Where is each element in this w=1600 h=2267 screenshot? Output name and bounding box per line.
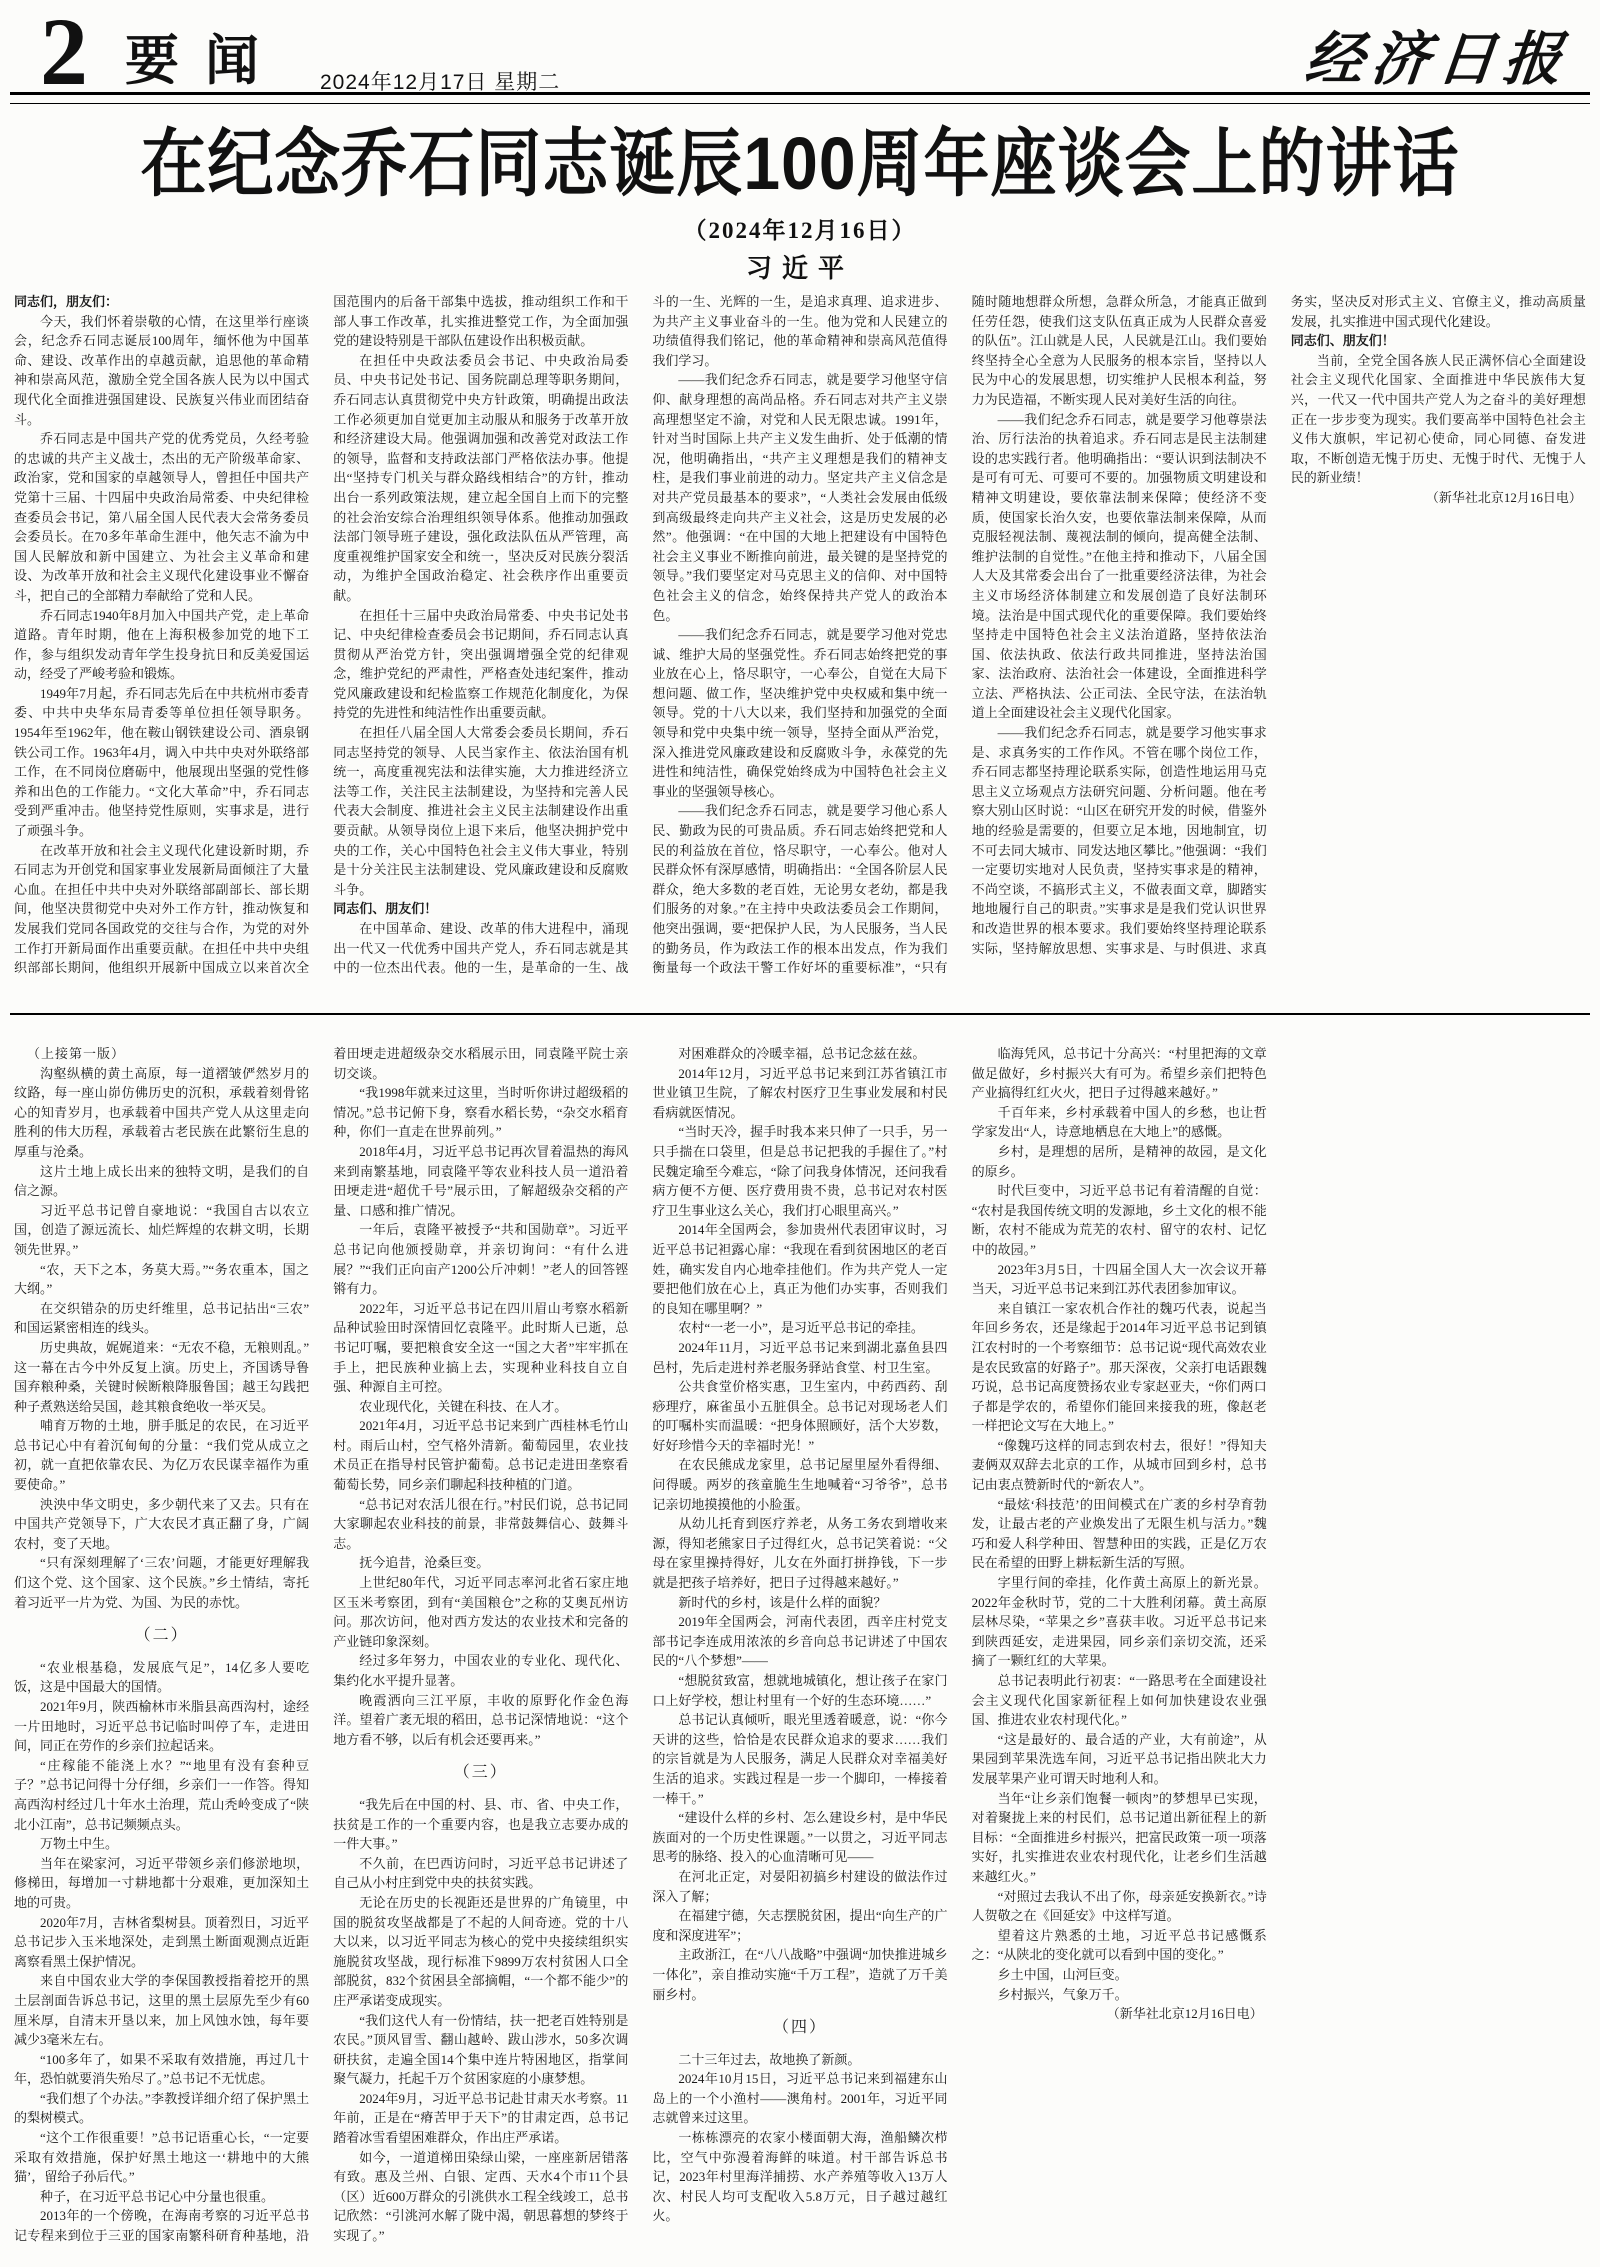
paragraph: “这个工作很重要！”总书记语重心长，“一定要采取有效措施，保护好黑土地这一‘耕地中的大熊猫’，留给子孙后代。”: [14, 2130, 310, 2185]
paragraph: “只有深刻理解了‘三农’问题，才能更好理解我们这个党、这个国家、这个民族。”乡土情结，寄托着习近平一片为党、为国、为民的赤忱。: [14, 1555, 310, 1610]
paragraph: ——我们纪念乔石同志，就是要学习他尊崇法治、厉行法治的执着追求。乔石同志是民主法制建设的忠实践行者。他明确指出：“要认识到法制决不是可有可无、可要可不要的。加强物质文明建设和精神文明建设，要依靠法制来保障；使经济不变质，使国家长治久安，也要依靠法制来保障，从而克服轻视法制、蔑视法制的倾向，提高健全法制、维护法制的自觉性。”在他主持和推动下，八届全国人大及其常委会出台了一批重要经济法律，为社会主义市场经济体制建立和发展创造了良好法制环境。法治是中国式现代化的重要保障。我们要始终坚持走中国特色社会主义法治道路，坚持依法治国、依法执政、依法行政共同推进，坚持法治国家、法治政府、法治社会一体建设，全面推进科学立法、严格执法、公正司法、全民守法，在法治轨道上全面建设社会主义现代化国家。: [971, 411, 1267, 721]
paragraph: 在河北正定，对晏阳初搞乡村建设的做法作过深入了解；: [652, 1868, 948, 1904]
paragraph: 1949年7月起，乔石同志先后在中共杭州市委青委、中共中央华东局青委等单位担任领导职务。1954年至1962年，他在鞍山钢铁建设公司、酒泉钢铁公司工作。1963年4月，调入中共中央对外联络部工作，在不同岗位磨砺中，他展现出坚强的党性修养和出色的工作能力。“文化大革命”中，乔石同志受到严重冲击。他坚持党性原则，实事求是，进行了顽强斗争。: [14, 685, 310, 839]
paragraph: 在担任八届全国人大常委会委员长期间，乔石同志坚持党的领导、人民当家作主、依法治国有机统一，高度重视宪法和法律实施，大力推进经济立法等工作，关注民主法制建设，为坚持和完善人民代表大会制度、推进社会主义民主法制建设作出重要贡献。从领导岗位上退下来后，他坚决拥护党中央的工作，关心中国特色社会主义伟大事业，特别是十分关注民主法制建设、党风廉政建设和反腐败斗争。: [333, 725, 629, 897]
paragraph: 不久前，在巴西访问时，习近平总书记讲述了自己从小村庄到党中央的扶贫实践。: [333, 1855, 629, 1891]
paragraph: “农，天下之本，务莫大焉。”“务农重本，国之大纲。”: [14, 1261, 310, 1297]
paragraph: 字里行间的牵挂，化作黄土高原上的新光景。2022年金秋时节，党的二十大胜利闭幕。黄土高原层林尽染，“苹果之乡”喜获丰收。习近平总书记来到陕西延安，走进果园，同乡亲们亲切交流，还采摘了一颗红红的大苹果。: [971, 1575, 1267, 1669]
paragraph: ——我们纪念乔石同志，就是要学习他心系人民、勤政为民的可贵品质。乔石同志始终把党和人民的利益放在首位，恪尽职守，一心奉公。他对人民群众怀有深厚感情，明确指出：“全国各阶层人民群众，绝大多数的老百姓，无论男女老幼，都是我们服务的对象。”在主持中央政法委员会工作期间，他突出强调，要“把保护人民，为人民服务，当人民的勤务员，作为政法工作的根本出发点，作为我们衡量每一个政法干警工作好坏的重要标准”，“只有随时随地想群众所想，急群众所急，才能真正做到任劳任怨，使我们这支队伍真正成为人民群众喜爱的队伍”。江山就是人民，人民就是江山。我们要始终坚持全心全意为人民服务的根本宗旨，坚持以人民为中心的发展思想，切实维护人民根本利益，努力为民造福，不断实现人民对美好生活的向往。: [652, 294, 1267, 976]
section-marker: （四）: [772, 2019, 827, 2037]
paragraph: 主政浙江，在“八八战略”中强调“加快推进城乡一体化”，亲自推动实施“千万工程”，造就了万千美丽乡村。: [652, 1947, 948, 2002]
paragraph: “建设什么样的乡村、怎么建设乡村，是中华民族面对的一个历史性课题。”一以贯之，习近平同志思考的脉络、投入的心血清晰可见——: [652, 1810, 948, 1865]
main-headline: 在纪念乔石同志诞辰100周年座谈会上的讲话: [140, 121, 1460, 205]
paragraph: 总书记表明此行初衷：“一路思考在全面建设社会主义现代化国家新征程上如何加快建设农业强国、推进农业农村现代化。”: [971, 1673, 1267, 1728]
continued-feature-body: [14, 1044, 1586, 2254]
paragraph: 在中国革命、建设、改革的伟大进程中，涌现出一代又一代优秀中国共产党人，乔石同志就是其中的一位杰出代表。他的一生，是革命的一生、战斗的一生、光辉的一生，是追求真理、追求进步、为共产主义事业奋斗的一生。他为党和人民建立的功绩值得我们铭记，他的革命精神和崇高风范值得我们学习。: [333, 294, 948, 976]
paragraph: 2019年全国两会，河南代表团，西辛庄村党支部书记李连成用浓浓的乡音向总书记讲述了中国农民的“八个梦想”——: [652, 1614, 948, 1669]
section-marker: （三）: [453, 1764, 508, 1782]
paragraph: 这片土地上成长出来的独特文明，是我们的自信之源。: [14, 1163, 310, 1199]
paragraph: 2021年9月，陕西榆林市米脂县高西沟村，途经一片田地时，习近平总书记临时叫停了车，走进田间，同正在劳作的乡亲们拉起话来。: [14, 1699, 310, 1754]
paragraph: 泱泱中华文明史，多少朝代来了又去。只有在中国共产党领导下，广大农民才真正翻了身，广阔农村，变了天地。: [14, 1496, 310, 1551]
paragraph: 2022年，习近平总书记在四川眉山考察水稻新品种试验田时深情回忆袁隆平。此时斯人已逝，总书记叮嘱，要把粮食安全这一“国之大者”牢牢抓在手上，把民族种业搞上去，实现种业科技自立自强、种源自主可控。: [333, 1300, 629, 1395]
paragraph: 来自镇江一家农机合作社的魏巧代表，说起当年回乡务农，还是缘起于2014年习近平总书记到镇江农村时的一个考察细节：总书记说“现代高效农业是农民致富的好路子”。那天深夜，父亲打电话跟魏巧说，总书记高度赞扬农业专家赵亚夫，“你们两口子都是学农的，希望你们能回来接我的班，像赵老一样把论文写在大地上。”: [971, 1300, 1267, 1434]
paragraph: 习近平总书记曾自豪地说：“我国自古以农立国，创造了源远流长、灿烂辉煌的农耕文明，长期领先世界。”: [14, 1202, 310, 1257]
paragraph: 当年“让乡亲们饱餐一顿肉”的梦想早已实现，对着聚拢上来的村民们，总书记道出新征程上的新目标：“全面推进乡村振兴，把富民政策一项一项落实好，扎实推进农业农村现代化，让老乡们生活越来越红火。”: [971, 1790, 1267, 1884]
paragraph: “最炫‘科技范’的田间模式在广袤的乡村孕育勃发，让最古老的产业焕发出了无限生机与活力。”魏巧和爱人科学种田、智慧种田的实践，正是亿万农民在希望的田野上耕耘新生活的写照。: [971, 1496, 1267, 1571]
paragraph: 时代巨变中，习近平总书记有着清醒的自觉：“农村是我国传统文明的发源地，乡土文化的根不能断，农村不能成为荒芜的农村、留守的农村、记忆中的故园。”: [971, 1183, 1267, 1257]
paragraph: 乔石同志1940年8月加入中国共产党，走上革命道路。青年时期，他在上海积极参加党的地下工作，参与组织发动青年学生投身抗日和反美爱国运动，经受了严峻考验和锻炼。: [14, 607, 310, 682]
paragraph: 公共食堂价格实惠，卫生室内，中药西药、刮痧理疗，麻雀虽小五脏俱全。总书记对现场老人们的叮嘱朴实而温暖：“把身体照顾好，活个大岁数，好好珍惜今天的幸福时光！”: [652, 1379, 948, 1453]
masthead-logo: 经济日报: [1301, 25, 1574, 93]
paragraph: 种子，在习近平总书记心中分量也很重。: [40, 2188, 275, 2204]
paragraph: 2014年全国两会，参加贵州代表团审议时，习近平总书记袒露心扉：“我现在看到贫困地区的老百姓，确实发自内心地牵挂他们。作为共产党人一定要把他们放在心上，真正为他们办实事，否则我们的良知在哪里啊？”: [652, 1222, 948, 1316]
paragraph: “这是最好的、最合适的产业，大有前途”，从果园到苹果洗选车间，习近平总书记指出陕北大力发展苹果产业可谓天时地利人和。: [971, 1731, 1267, 1786]
paragraph: 一年后，袁隆平被授予“共和国勋章”。习近平总书记向他颁授勋章，并亲切询问：“有什么进展？”“我们正向亩产1200公斤冲刺！”老人的回答铿锵有力。: [333, 1222, 629, 1297]
speech-date: （2024年12月16日）: [683, 218, 917, 243]
page-header: [30, 0, 1574, 105]
section-title: 要闻: [125, 31, 285, 91]
paragraph: 如今，一道道梯田染绿山梁，一座座新居错落有致。惠及兰州、白银、定西、天水4个市11个县（区）近600万群众的引洮供水工程全线竣工，总书记欣然：“引洮河水解了陇中渴，朝思暮想的梦终于实现了。”: [333, 2149, 629, 2244]
paragraph: 2024年11月，习近平总书记来到湖北嘉鱼县四邑村，先后走进村养老服务驿站食堂、村卫生室。: [652, 1339, 948, 1375]
paragraph: 望着这片熟悉的土地，习近平总书记感慨系之：“从陕北的变化就可以看到中国的变化。”: [971, 1927, 1267, 1963]
paragraph: “农业根基稳，发展底气足”，14亿多人要吃饭，这是中国最大的国情。: [14, 1659, 310, 1695]
paragraph: 乡土中国，山河巨变。: [997, 1966, 1128, 1982]
paragraph: 同志们、朋友们！: [1290, 333, 1395, 349]
paragraph: “想脱贫致富，想就地城镇化，想让孩子在家门口上好学校，想让村里有一个好的生态环境……”: [652, 1673, 948, 1708]
paragraph: 临海凭风，总书记十分高兴：“村里把海的文章做足做好，乡村振兴大有可为。希望乡亲们把特色产业搞得红红火火，把日子过得越来越好。”: [971, 1046, 1267, 1101]
paragraph: 在福建宁德，矢志摆脱贫困，提出“向生产的广度和深度进军”；: [652, 1908, 948, 1943]
paragraph: （新华社北京12月16日电）: [1425, 489, 1582, 505]
paragraph: 从幼儿托育到医疗养老，从务工务农到增收来源，得知老熊家日子过得红火，总书记笑着说：“父母在家里操持得好，儿女在外面打拼挣钱，下一步就是把孩子培养好，把日子过得越来越好。”: [652, 1516, 948, 1591]
header-rule: [10, 92, 1590, 104]
paragraph: “100多年了，如果不采取有效措施，再过几十年，恐怕就要消失殆尽了。”总书记不无忧虑。: [14, 2051, 310, 2087]
paragraph: 今天，我们怀着崇敬的心情，在这里举行座谈会，纪念乔石同志诞辰100周年，缅怀他为中国革命、建设、改革作出的卓越贡献，追思他的革命精神和崇高风范，激励全党全国各族人民为以中国式现代化全面推进强国建设、民族复兴伟业而团结奋斗。: [14, 313, 310, 427]
paragraph: 上世纪80年代，习近平同志率河北省石家庄地区玉米考察团，到有“美国粮仓”之称的艾奥瓦州访问。那次访问，他对西方发达的农业技术和完备的产业链印象深刻。: [333, 1575, 629, 1649]
paragraph: 在农民熊成龙家里，总书记屋里屋外看得细、问得暖。两岁的孩童脆生生地喊着“习爷爷”，总书记亲切地摸摸他的小脸蛋。: [652, 1457, 948, 1512]
paragraph: 在担任中央政法委员会书记、中央政治局委员、中央书记处书记、国务院副总理等职务期间，乔石同志认真贯彻党中央方针政策，明确提出政法工作必须更加自觉更加主动服从和服务于改革开放和经济建设大局。他强调加强和改善党对政法工作的领导，监督和支持政法部门严格依法办事。他提出“坚持专门机关与群众路线相结合”的方针，推动出台一系列政策法规，建立起全国自上而下的完整的社会治安综合治理组织领导体系。他推动加强政法部门领导班子建设，强化政法队伍从严管理，高度重视维护国家安全和统一，坚决反对民族分裂活动，为维护全国政治稳定、社会秩序作出重要贡献。: [333, 352, 629, 603]
paragraph: 万物土中生。: [40, 1836, 119, 1852]
paragraph: 农村“一老一小”，是习近平总书记的牵挂。: [678, 1320, 924, 1336]
paragraph: “当时天冷，握手时我本来只伸了一只手，另一只手揣在口袋里，但是总书记把我的手握住了。”村民魏定瑜至今难忘，“除了问我身体情况，还问我看病方便不方便、医疗费用贵不贵，总书记对农村医疗卫生事业这么关心，我们打心眼里高兴。”: [652, 1124, 948, 1218]
author-byline: 习近平: [745, 254, 854, 283]
paragraph: 2014年12月，习近平总书记来到江苏省镇江市世业镇卫生院，了解农村医疗卫生事业发展和村民看病就医情况。: [652, 1065, 948, 1120]
paragraph: 当前，全党全国各族人民正满怀信心全面建设社会主义现代化国家、全面推进中华民族伟大复兴，一代又一代中国共产党人为之奋斗的美好理想正在一步步变为现实。我们要高举中国特色社会主义伟大旗帜，牢记初心使命，同心同德、奋发进取，不断创造无愧于历史、无愧于时代、无愧于人民的新业绩！: [1290, 352, 1586, 486]
paragraph: ——我们纪念乔石同志，就是要学习他坚守信仰、献身理想的高尚品格。乔石同志对共产主义崇高理想坚定不渝，对党和人民无限忠诚。1991年，针对当时国际上共产主义发生曲折、处于低潮的情况，他明确指出，“共产主义理想是我们的精神支柱，是我们事业前进的动力。坚定共产主义信念是对共产党员最基本的要求”，“人类社会发展由低级到高级最终走向共产主义社会，这是历史发展的必然”。他强调：“在中国的大地上把建设有中国特色社会主义事业不断推向前进，最关键的是坚持党的领导。”我们要坚定对马克思主义的信仰、对中国特色社会主义的信念，始终保持共产党人的政治本色。: [652, 372, 948, 623]
paragraph: “我1998年就来过这里，当时听你讲过超级稻的情况。”总书记俯下身，察看水稻长势，“杂交水稻育种，你们一直走在世界前列。”: [333, 1085, 629, 1140]
paragraph: “我们想了个办法。”李教授详细介绍了保护黑土的梨树模式。: [14, 2090, 310, 2126]
paragraph: 乔石同志是中国共产党的优秀党员，久经考验的忠诚的共产主义战士，杰出的无产阶级革命家、政治家，党和国家的卓越领导人，曾担任中国共产党第十三届、十四届中央政治局常委、中央纪律检查委员会书记，第八届全国人民代表大会常务委员会委员长。在70多年革命生涯中，他矢志不渝为中国人民解放和新中国建立、为社会主义革命和建设、为改革开放和社会主义现代化建设事业不懈奋斗，把自己的全部精力奉献给了党和人民。: [14, 431, 310, 603]
paragraph: “我先后在中国的村、县、市、省、中央工作，扶贫是工作的一个重要内容，也是我立志要办成的一件大事。”: [333, 1796, 629, 1852]
paragraph: 2023年3月5日，十四届全国人大一次会议开幕当天，习近平总书记来到江苏代表团参加审议。: [971, 1261, 1267, 1297]
paragraph: “庄稼能不能浇上水？”“地里有没有套种豆子？”总书记问得十分仔细，乡亲们一一作答。得知高西沟村经过几十年水土治理，荒山秃岭变成了“陕北小江南”，总书记频频点头。: [14, 1757, 310, 1832]
paragraph: ——我们纪念乔石同志，就是要学习他实事求是、求真务实的工作作风。不管在哪个岗位工作，乔石同志都坚持理论联系实际，创造性地运用马克思主义立场观点方法研究问题、分析问题。他在考察大别山区时说：“山区在研究开发的时候，借鉴外地的经验是需要的，但要立足本地，因地制宜，切不可去同大城市、同发达地区攀比。”他强调：“我们一定要切实地对人民负责，坚持实事求是的精神，不尚空谈，不搞形式主义，不做表面文章，脚踏实地地履行自己的职责。”实事求是是我们党认识世界和改造世界的根本要求。我们要始终坚持理论联系实际，坚持解放思想、实事求是、与时俱进、求真务实，坚决反对形式主义、官僚主义，推动高质量发展，扎实推进中国式现代化建设。: [971, 294, 1586, 956]
paragraph: 对困难群众的冷暖幸福，总书记念兹在兹。: [678, 1046, 926, 1061]
paragraph: 哺育万物的土地，胼手胝足的农民，在习近平总书记心中有着沉甸甸的分量：“我们党从成立之初，就一直把依靠农民、为亿万农民谋幸福作为重要使命。”: [14, 1418, 310, 1493]
paragraph: 在交织错杂的历史纤维里，总书记拈出“三农”和国运紧密相连的线头。: [14, 1300, 310, 1336]
paragraph: 2024年10月15日，习近平总书记来到福建东山岛上的一个小渔村——澳角村。2001年，习近平同志就曾来过这里。: [652, 2071, 948, 2126]
paragraph: 2020年7月，吉林省梨树县。顶着烈日，习近平总书记步入玉米地深处，走到黑土断面观测点近距离察看黑土保护情况。: [14, 1914, 310, 1969]
paragraph: 乡村振兴，气象万千。: [997, 1986, 1128, 2002]
paragraph: “总书记对农活儿很在行。”村民们说，总书记同大家聊起农业科技的前景，非常鼓舞信心、鼓舞斗志。: [333, 1496, 629, 1551]
paragraph: 无论在历史的长视距还是世界的广角镜里，中国的脱贫攻坚战都是了不起的人间奇迹。党的十八大以来，以习近平同志为核心的党中央接续组织实施脱贫攻坚战，现行标准下9899万农村贫困人口全部脱贫，832个贫困县全部摘帽，“一个都不能少”的庄严承诺变成现实。: [333, 1894, 629, 2008]
paragraph: 2018年4月，习近平总书记再次冒着温热的海风来到南繁基地，同袁隆平等农业科技人员一道沿着田埂走进“超优千号”展示田，了解超级杂交稻的产量、口感和推广情况。: [333, 1143, 629, 1218]
paragraph: 沟壑纵横的黄土高原，每一道褶皱俨然岁月的纹路，每一座山峁仿佛历史的沉积，承载着刻骨铭心的知青岁月，也承载着中国共产党人从这里走向胜利的伟大历程，承载着古老民族在此繁衍生息的厚重与沧桑。: [14, 1065, 310, 1159]
paragraph: 来自中国农业大学的李保国教授指着挖开的黑土层剖面告诉总书记，这里的黑土层原先至少有60厘米厚，自清末开垦以来，加上风蚀水蚀，每年要减少3毫米左右。: [14, 1973, 310, 2048]
paragraph: “对照过去我认不出了你，母亲延安换新衣。”诗人贺敬之在《回延安》中这样写道。: [971, 1888, 1267, 1924]
paragraph: “像魏巧这样的同志到农村去，很好！”得知夫妻俩双双辞去北京的工作，从城市回到乡村，总书记由衷点赞新时代的“新农人”。: [971, 1437, 1267, 1493]
paragraph: ——我们纪念乔石同志，就是要学习他对党忠诚、维护大局的坚强党性。乔石同志始终把党的事业放在心上，恪尽职守，一心奉公，自觉在大局下想问题、做工作，坚决维护党中央权威和集中统一领导。党的十八大以来，我们坚持和加强党的全面领导和党中央集中统一领导，坚持全面从严治党，深入推进党风廉政建设和反腐败斗争，永葆党的先进性和纯洁性，确保党始终成为中国特色社会主义事业的坚强领导核心。: [652, 627, 948, 799]
paragraph: 新时代的乡村，该是什么样的面貌？: [678, 1594, 887, 1610]
paragraph: 抚今追昔，沧桑巨变。: [359, 1555, 490, 1571]
paragraph: 历史典故，娓娓道来：“无农不稳，无粮则乱。”这一幕在古今中外反复上演。历史上，齐国诱导鲁国弃粮种桑，关键时候断粮降服鲁国；越王勾践把种子煮熟送给吴国，趁其粮食绝收一举灭吴。: [14, 1339, 310, 1414]
paragraph: （上接第一版）: [27, 1046, 126, 1061]
paragraph: 在改革开放和社会主义现代化建设新时期，乔石同志为开创党和国家事业发展新局面倾注了大量心血。在担任中共中央对外联络部副部长、部长期间，他坚决贯彻党中央对外工作方针，推动恢复和发展我们党同各国政党的交往与合作，为党的对外工作打开新局面作出重要贡献。在担任中共中央组织部部长期间，他组织开展新中国成立以来首次全国范围内的后备干部集中选拔，推动组织工作和干部人事工作改革，扎实推进整党工作，为全面加强党的建设特别是干部队伍建设作出积极贡献。: [14, 294, 629, 976]
paragraph: 在担任十三届中央政治局常委、中央书记处书记、中央纪律检查委员会书记期间，乔石同志认真贯彻从严治党方针，突出强调增强全党的纪律观念，维护党纪的严肃性，严格查处违纪案件，推动党风廉政建设和纪检监察工作规范化制度化，为保持党的先进性和纯洁性作出重要贡献。: [333, 607, 629, 721]
page-number: 2: [40, 0, 88, 105]
edition-date: 2024年12月17日 星期二: [320, 71, 561, 94]
paragraph: 乡村，是理想的居所，是精神的故园，是文化的原乡。: [971, 1143, 1267, 1179]
paragraph: 二十三年过去，故地换了新颜。: [678, 2051, 861, 2067]
article-divider-rule: [10, 1013, 1590, 1015]
paragraph: 千百年来，乡村承载着中国人的乡愁，也让哲学家发出“人，诗意地栖息在大地上”的感慨。: [971, 1104, 1267, 1140]
paragraph: 一栋栋漂亮的农家小楼面朝大海，渔船鳞次栉比，空气中弥漫着海鲜的味道。村干部告诉总书记，2023年村里海洋捕捞、水产养殖等收入13万人次、村民人均可支配收入5.8万元，日子越过越红火。: [652, 2130, 948, 2224]
paragraph: 经过多年努力，中国农业的专业化、现代化、集约化水平提升显著。: [333, 1653, 629, 1688]
paragraph: 2013年的一个傍晚，在海南考察的习近平总书记专程来到位于三亚的国家南繁科研育种基地，沿着田埂走进超级杂交水稻展示田，同袁隆平院士亲切交谈。: [14, 1046, 629, 2244]
paragraph: 农业现代化，关键在科技、在人才。: [359, 1398, 568, 1414]
paragraph: 2024年9月，习近平总书记赴甘肃天水考察。11年前，正是在“瘠苦甲于天下”的甘肃定西，总书记踏着冰雪看望困难群众，作出庄严承诺。: [333, 2090, 629, 2146]
paragraph: 当年在梁家河，习近平带领乡亲们修淤地坝，修梯田，每增加一寸耕地都十分艰难，更加深知土地的可贵。: [14, 1855, 310, 1910]
paragraph: 2021年4月，习近平总书记来到广西桂林毛竹山村。雨后山村，空气格外清新。葡萄园里，农业技术员正在指导村民管护葡萄。总书记走进田垄察看葡萄长势，同乡亲们聊起科技种植的门道。: [333, 1418, 629, 1493]
paragraph: 同志们，朋友们：: [14, 294, 119, 309]
paragraph: 晚霞洒向三江平原，丰收的原野化作金色海洋。望着广袤无垠的稻田，总书记深情地说：“这个地方看不够，以后有机会还要再来。”: [333, 1692, 629, 1747]
paragraph: 总书记认真倾听，眼光里透着暖意，说：“你今天讲的这些，恰恰是农民群众追求的要求……我们的宗旨就是为人民服务，满足人民群众对幸福美好生活的追求。实践过程是一步一个脚印，一棒接着一棒干。”: [652, 1712, 948, 1806]
paragraph: （新华社北京12月16日电）: [1106, 2006, 1263, 2022]
speech-article-body: [14, 292, 1586, 992]
paragraph: 同志们、朋友们！: [333, 901, 438, 917]
section-marker: （二）: [134, 1627, 189, 1645]
paragraph: “我们这代人有一份情结，扶一把老百姓特别是农民。”顶风冒雪、翻山越岭、跋山涉水，50多次调研扶贫，走遍全国14个集中连片特困地区，指掌间聚气凝力，托起千万个贫困家庭的小康梦想。: [333, 2012, 629, 2087]
